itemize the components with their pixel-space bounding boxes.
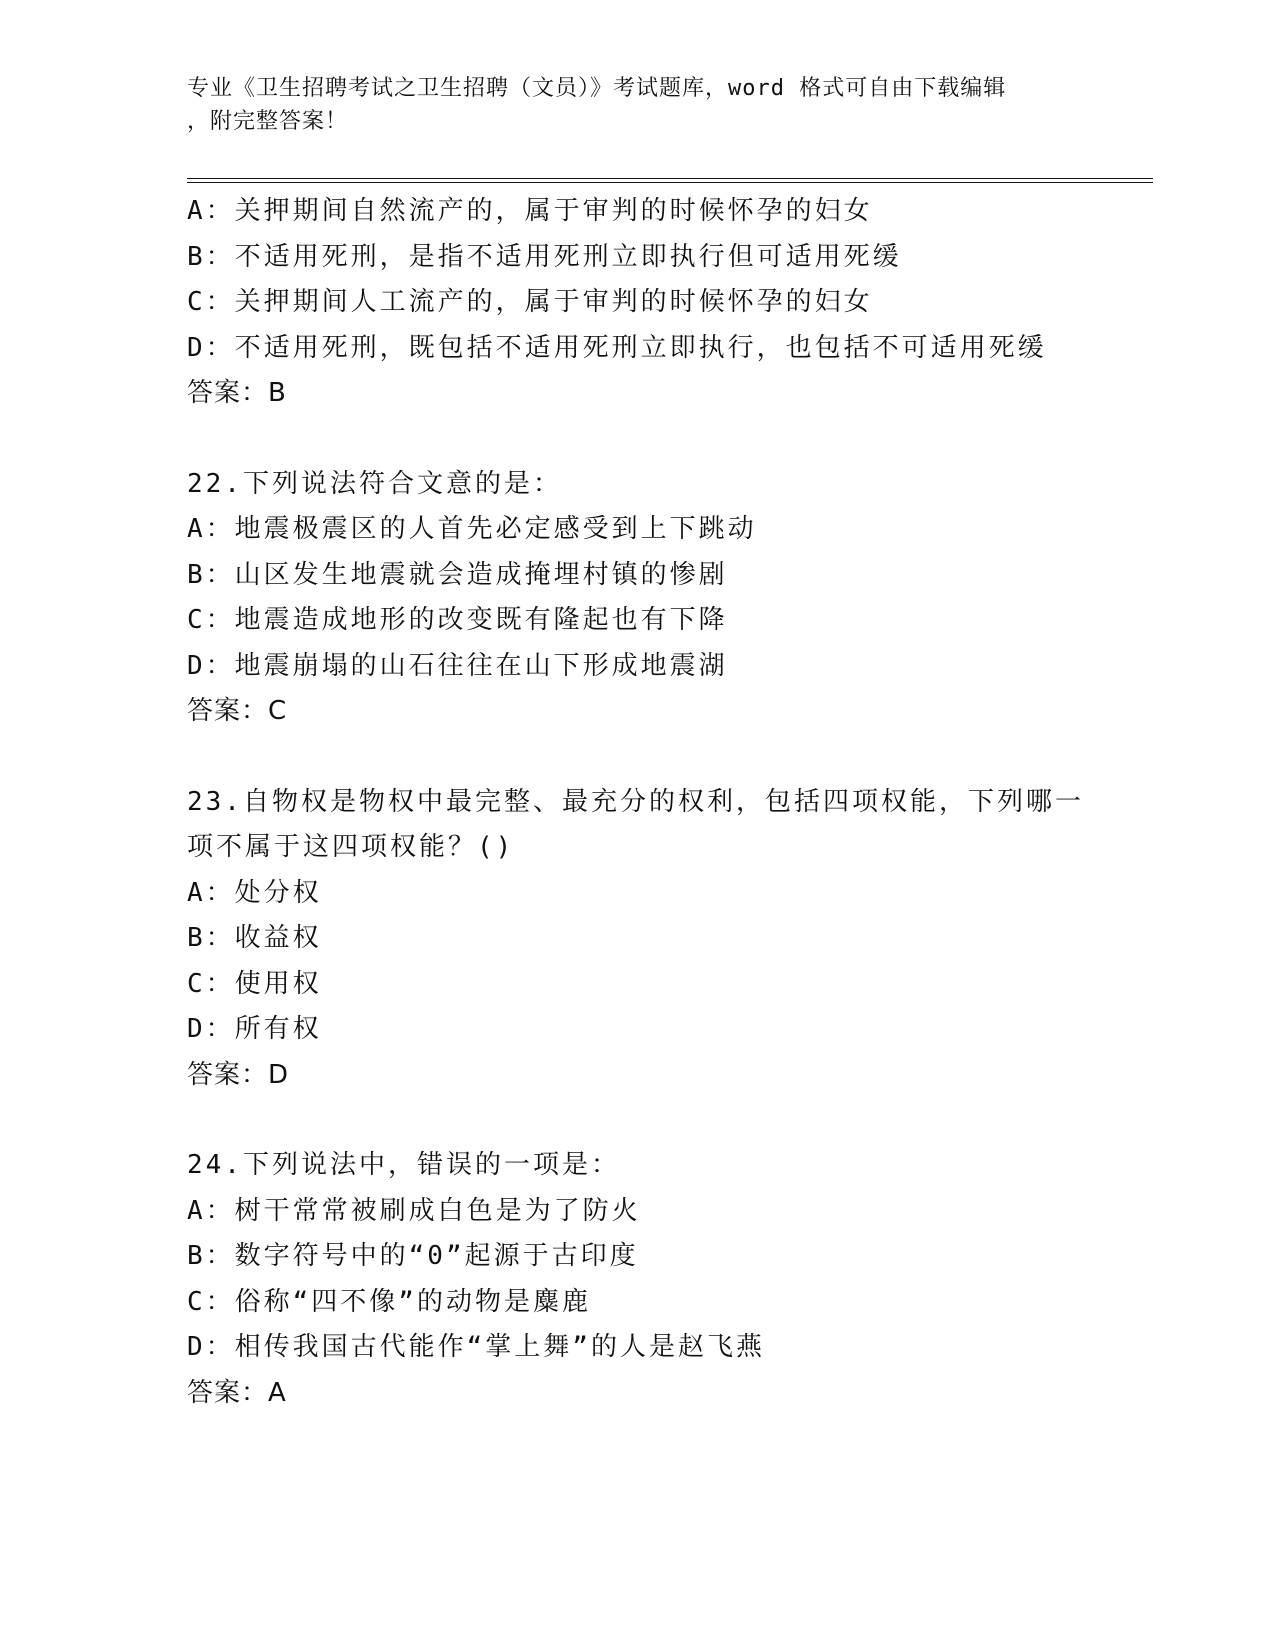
header-line-1: 专业《卫生招聘考试之卫生招聘（文员）》考试题库，word 格式可自由下载编辑 xyxy=(187,76,1007,101)
option-a: A：处分权 xyxy=(187,877,322,908)
option-b: B：山区发生地震就会造成掩埋村镇的惨剧 xyxy=(187,559,728,590)
option-c: C：俗称“四不像”的动物是麋鹿 xyxy=(187,1286,591,1317)
option-d: D：所有权 xyxy=(187,1014,322,1044)
option-d: D：地震崩塌的山石往往在山下形成地震湖 xyxy=(187,650,728,681)
answer: 答案：D xyxy=(187,1059,290,1090)
document-header xyxy=(187,72,1067,138)
question-21-continued xyxy=(187,189,1087,417)
option-a: A：树干常常被刷成白色是为了防火 xyxy=(187,1195,641,1226)
question-24 xyxy=(187,1143,1087,1416)
option-c: C：使用权 xyxy=(187,968,322,999)
option-b: B：不适用死刑，是指不适用死刑立即执行但可适用死缓 xyxy=(187,241,902,272)
option-a: A：关押期间自然流产的，属于审判的时候怀孕的妇女 xyxy=(187,196,873,226)
question-stem: 22.下列说法符合文意的是： xyxy=(187,468,562,499)
question-23 xyxy=(187,780,1087,1099)
header-divider xyxy=(187,178,1153,183)
answer: 答案：B xyxy=(187,378,287,408)
option-b: B：收益权 xyxy=(187,923,322,953)
header-line-2: ，附完整答案！ xyxy=(187,109,349,134)
question-stem-line-2: 项不属于这四项权能？() xyxy=(187,832,515,862)
option-b: B：数字符号中的“0”起源于古印度 xyxy=(187,1241,639,1271)
option-c: C：关押期间人工流产的，属于审判的时候怀孕的妇女 xyxy=(187,287,873,317)
option-a: A：地震极震区的人首先必定感受到上下跳动 xyxy=(187,514,757,544)
answer: 答案：C xyxy=(187,696,288,726)
question-stem-line-1: 23.自物权是物权中最完整、最充分的权利，包括四项权能，下列哪一 xyxy=(187,786,1084,817)
option-d: D：不适用死刑，既包括不适用死刑立即执行，也包括不可适用死缓 xyxy=(187,332,1047,363)
option-d: D：相传我国古代能作“掌上舞”的人是赵飞燕 xyxy=(187,1332,765,1362)
option-c: C：地震造成地形的改变既有隆起也有下降 xyxy=(187,605,728,635)
question-22 xyxy=(187,462,1087,735)
question-stem: 24.下列说法中，错误的一项是： xyxy=(187,1150,620,1180)
question-list xyxy=(187,189,1087,1416)
answer: 答案：A xyxy=(187,1377,287,1408)
